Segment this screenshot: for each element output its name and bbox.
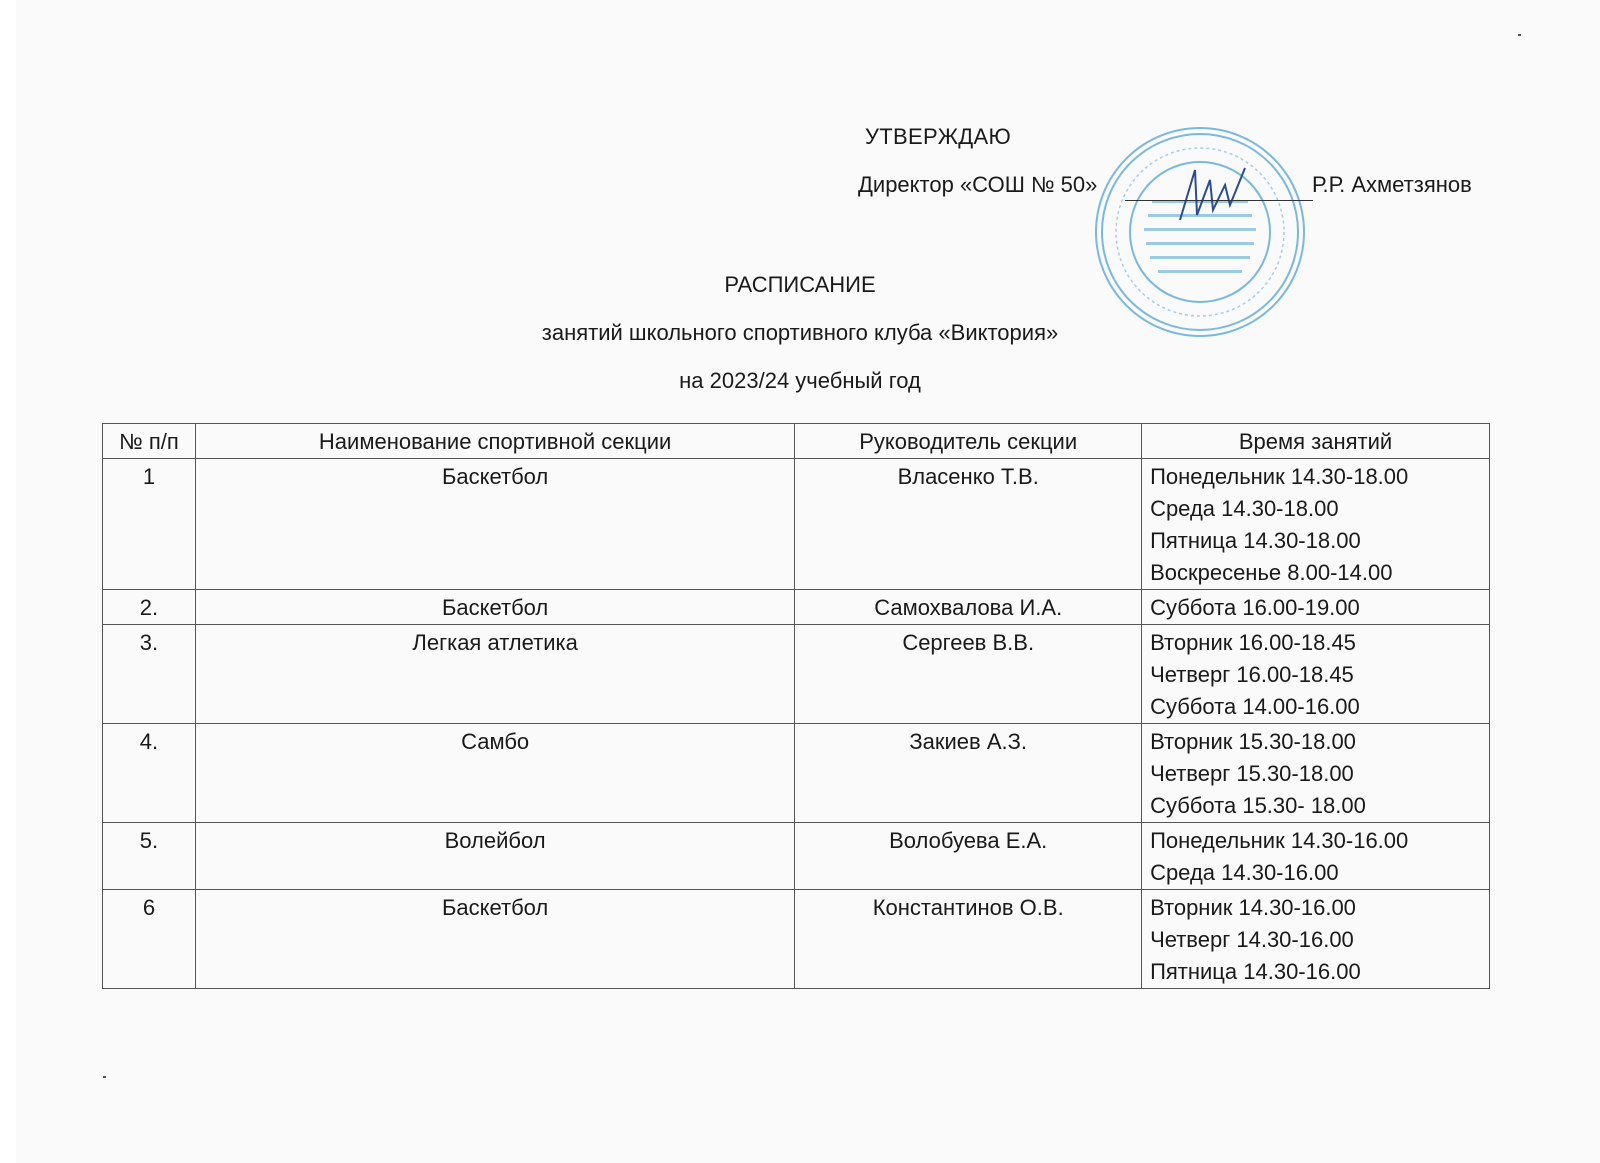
time-entry: Среда 14.30-18.00 (1150, 496, 1339, 521)
row-times (1142, 625, 1490, 724)
table-row (103, 890, 1490, 989)
signature-icon (1175, 160, 1265, 230)
time-entry: Пятница 14.30-18.00 (1150, 528, 1361, 553)
row-times (1142, 724, 1490, 823)
row-leader: Самохвалова И.А. (795, 590, 1142, 625)
row-leader: Константинов О.В. (795, 890, 1142, 989)
row-section: Легкая атлетика (195, 625, 794, 724)
director-position: Директор «СОШ № 50» (858, 172, 1098, 197)
row-section: Баскетбол (195, 890, 794, 989)
table-row (103, 459, 1490, 590)
header-leader: Руководитель секции (795, 424, 1142, 459)
header-number: № п/п (103, 424, 196, 459)
schedule-table (102, 423, 1490, 989)
time-entry: Понедельник 14.30-16.00 (1150, 828, 1409, 853)
row-leader: Закиев А.З. (795, 724, 1142, 823)
time-entry: Четверг 16.00-18.45 (1150, 662, 1354, 687)
table-row (103, 823, 1490, 890)
row-number: 4. (103, 724, 196, 823)
signature-line (1125, 200, 1313, 201)
table-row (103, 724, 1490, 823)
table-row (103, 590, 1490, 625)
row-number: 3. (103, 625, 196, 724)
row-times (1142, 890, 1490, 989)
row-times (1142, 823, 1490, 890)
time-entry: Вторник 14.30-16.00 (1150, 895, 1356, 920)
time-entry: Понедельник 14.30-18.00 (1150, 464, 1409, 489)
row-section: Баскетбол (195, 459, 794, 590)
time-entry: Среда 14.30-16.00 (1150, 860, 1339, 885)
row-times (1142, 459, 1490, 590)
table-row (103, 625, 1490, 724)
time-entry: Вторник 15.30-18.00 (1150, 729, 1356, 754)
time-entry: Четверг 14.30-16.00 (1150, 927, 1354, 952)
document-year: на 2023/24 учебный год (679, 368, 921, 393)
scan-speck (1518, 34, 1521, 36)
row-number: 1 (103, 459, 196, 590)
row-leader: Власенко Т.В. (795, 459, 1142, 590)
row-number: 2. (103, 590, 196, 625)
time-entry: Четверг 15.30-18.00 (1150, 761, 1354, 786)
time-entry: Вторник 16.00-18.45 (1150, 630, 1356, 655)
row-times (1142, 590, 1490, 625)
time-entry: Воскресенье 8.00-14.00 (1150, 560, 1393, 585)
school-stamp-icon (1090, 122, 1310, 342)
row-section: Самбо (195, 724, 794, 823)
time-entry: Суббота 14.00-16.00 (1150, 694, 1360, 719)
row-number: 5. (103, 823, 196, 890)
row-leader: Сергеев В.В. (795, 625, 1142, 724)
row-number: 6 (103, 890, 196, 989)
document-title: РАСПИСАНИЕ (724, 272, 876, 297)
approval-title: УТВЕРЖДАЮ (865, 124, 1012, 149)
time-entry: Суббота 16.00-19.00 (1150, 595, 1360, 620)
row-section: Баскетбол (195, 590, 794, 625)
row-leader: Волобуева Е.А. (795, 823, 1142, 890)
time-entry: Пятница 14.30-16.00 (1150, 959, 1361, 984)
header-section: Наименование спортивной секции (195, 424, 794, 459)
table-header-row (103, 424, 1490, 459)
time-entry: Суббота 15.30- 18.00 (1150, 793, 1366, 818)
director-name: Р.Р. Ахметзянов (1312, 172, 1472, 197)
header-time: Время занятий (1142, 424, 1490, 459)
scan-speck (103, 1076, 106, 1078)
document-subtitle: занятий школьного спортивного клуба «Виктория» (541, 320, 1059, 345)
row-section: Волейбол (195, 823, 794, 890)
